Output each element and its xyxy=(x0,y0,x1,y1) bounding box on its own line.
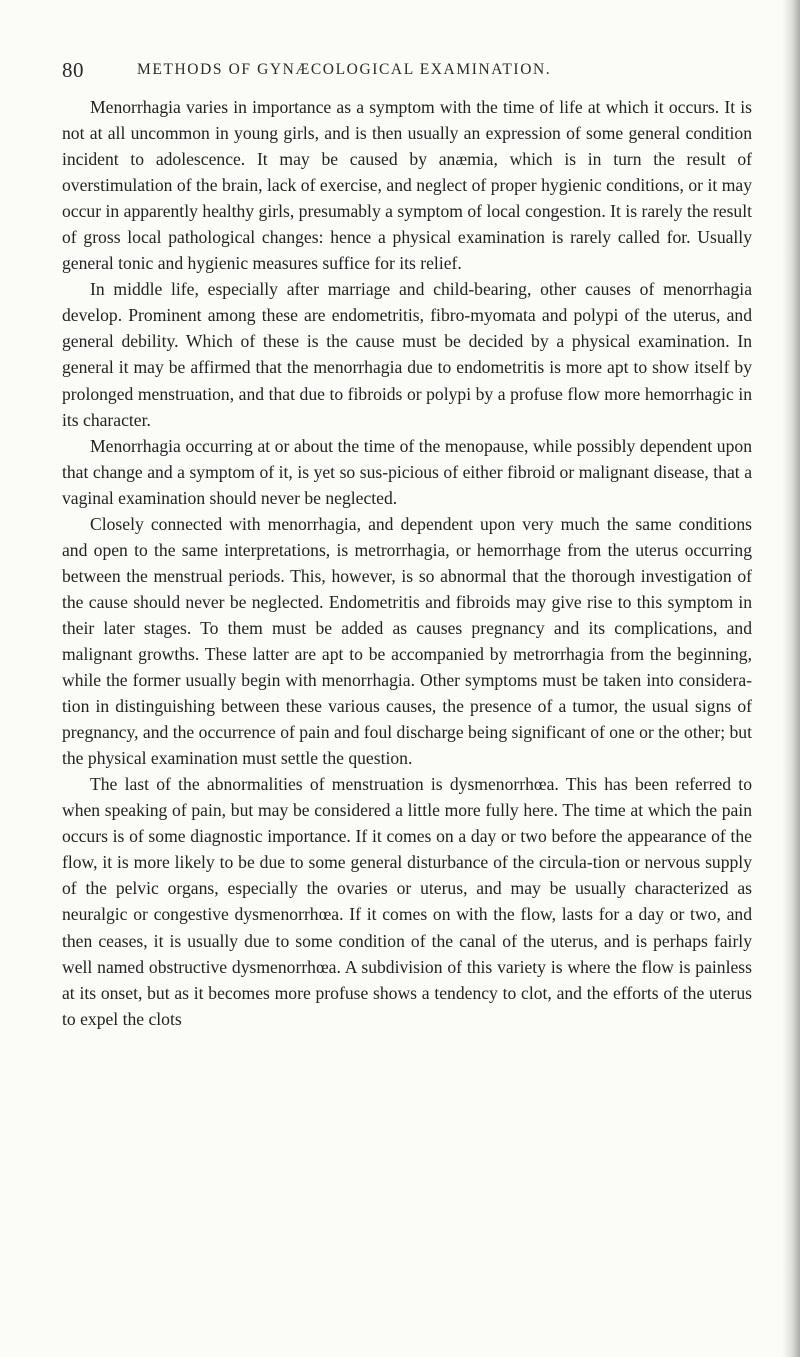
paragraph-dysmenorrhoea: The last of the abnormalities of menstruation is dysmenorrhœa. This has been referred to when speaking of pain, but may be considered a little more fully here. The time at which the pain occurs is of some diagnostic importance. If it comes on a day or two before the appearance of the flow, it is more likely to be due to some general disturbance of the circula-tion or nervous supply of the pelvic organs, especially the ovaries or uterus, and may be usually characterized as neuralgic or congestive dysmenorrhœa. If it comes on with the flow, lasts for a day or two, and then ceases, it is usually due to some condition of the canal of the uterus, and is perhaps fairly well named obstructive dysmenorrhœa. A subdivision of this variety is where the flow is painless at its onset, but as it becomes more profuse shows a tendency to clot, and the efforts of the uterus to expel the clots xyxy=(62,774,752,1029)
page-header xyxy=(62,52,762,82)
running-title: METHODS OF GYNÆCOLOGICAL EXAMINATION. xyxy=(137,61,552,78)
page-edge-shadow xyxy=(782,0,800,1357)
paragraph-metrorrhagia: Closely connected with menorrhagia, and dependent upon very much the same conditions and open to the same interpretations, is metrorrhagia, or hemorrhage from the uterus occurring between the menstrual periods. This, however, is so abnormal that the thorough investigation of the cause should never be neglected. Endometritis and fibroids may give rise to this symptom in their later stages. To them must be added as causes pregnancy and its complications, and malignant growths. These latter are apt to be accompanied by metrorrhagia from the beginning, while the former usually begin with menorrhagia. Other symptoms must be taken into considera-tion in distinguishing between these various causes, the presence of a tumor, the usual signs of pregnancy, and the occurrence of pain and foul discharge being significant of one or the other; but the physical examination must settle the question. xyxy=(62,513,752,769)
paragraph-menorrhagia-menopause: Menorrhagia occurring at or about the time of the menopause, while possibly dependent upon that change and a symptom of it, is yet so sus-picious of either fibroid or malignant disease, that a vaginal examination should never be neglected. xyxy=(62,435,752,508)
paragraph-menorrhagia-youth: Menorrhagia varies in importance as a symptom with the time of life at which it occurs. It is not at all uncommon in young girls, and is then usually an expression of some general condition incident to adolescence. It may be caused by anæmia, which is in turn the result of overstimulation of the brain, lack of exercise, and neglect of proper hygienic conditions, or it may occur in apparently healthy girls, presumably a symptom of local congestion. It is rarely the result of gross local pathological changes: hence a physical examination is rarely called for. Usually general tonic and hygienic measures suffice for its relief. xyxy=(62,97,752,274)
body-text xyxy=(62,94,752,1032)
page-number: 80 xyxy=(62,58,84,82)
paragraph-menorrhagia-middle-life: In middle life, especially after marriage and child-bearing, other causes of menorrhagia develop. Prominent among these are endometritis, fibro-myomata and polypi of the uterus, and general debility. Which of these is the cause must be decided by a physical examination. In general it may be affirmed that the menorrhagia due to endometritis is more apt to show itself by prolonged menstruation, and that due to fibroids or polypi by a profuse flow more hemorrhagic in its character. xyxy=(62,279,752,430)
